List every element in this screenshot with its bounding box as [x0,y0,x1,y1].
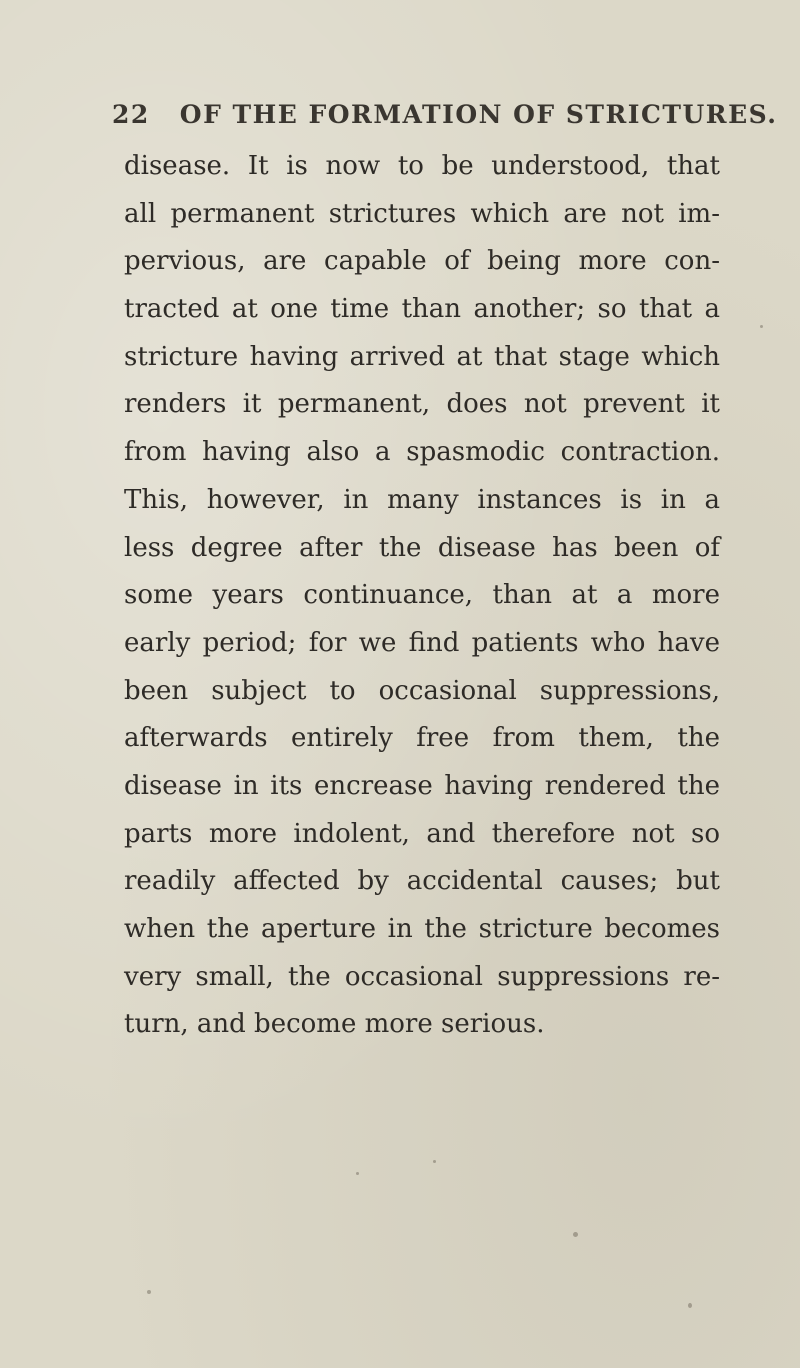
text-line: turn, and become more serious. [124,1009,545,1040]
paper-speck [760,325,763,328]
paper-speck [688,1303,692,1308]
text-line: very small, the occasional suppressions re- [124,961,720,992]
text-line: some years continuance, than at a more [124,580,720,611]
text-line: disease in its encrease having rendered the [124,770,720,801]
text-line: renders it permanent, does not prevent it [124,389,720,420]
text-line: parts more indolent, and therefore not so [124,818,720,849]
paper-speck [573,1232,578,1237]
text-line: less degree after the disease has been of [124,532,720,563]
text-line: from having also a spasmodic contraction. [124,437,720,468]
text-line: This, however, in many instances is in a [124,484,720,515]
page-number: 22 [112,100,150,129]
text-line: readily affected by accidental causes; but [124,866,720,897]
text-line: tracted at one time than another; so that a [124,294,720,325]
body-text [124,143,720,1049]
text-line: all permanent strictures which are not im- [124,198,720,229]
text-line: pervious, are capable of being more con- [124,246,720,277]
running-title: OF THE FORMATION OF STRICTURES. [179,100,778,129]
text-line: afterwards entirely free from them, the [124,723,720,754]
text-line: early period; for we find patients who have [124,627,720,658]
paper-speck [147,1290,151,1294]
paper-speck [433,1160,436,1163]
text-line: when the aperture in the stricture becomes [124,914,720,944]
text-line: disease. It is now to be understood, that [124,151,720,181]
text-line: been subject to occasional suppressions, [124,675,720,706]
running-head [112,100,778,129]
text-line: stricture having arrived at that stage which [124,341,720,372]
paper-speck [356,1172,359,1175]
